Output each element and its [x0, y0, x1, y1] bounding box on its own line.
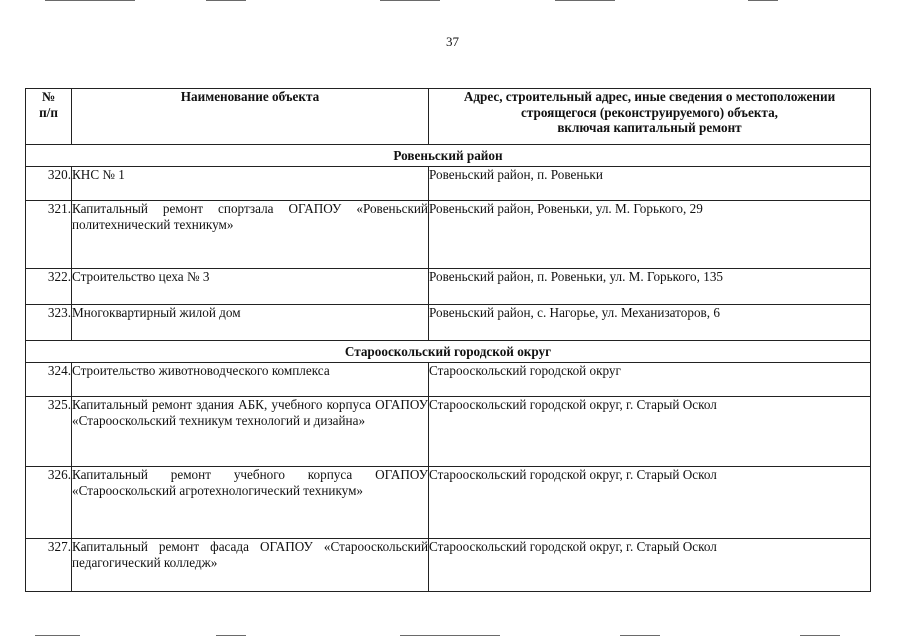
scan-edge-line — [400, 635, 500, 636]
page-number: 37 — [446, 34, 459, 49]
row-object-name: Строительство животноводческого комплекса — [72, 363, 429, 397]
table-row — [26, 467, 871, 539]
table-row — [26, 305, 871, 341]
row-address: Старооскольский городской округ, г. Старый Оскол — [429, 397, 871, 467]
table-row — [26, 167, 871, 201]
table-row — [26, 539, 871, 592]
row-number: 325. — [26, 397, 72, 467]
scan-edge-line — [748, 0, 778, 1]
section-heading-row — [26, 341, 871, 363]
row-number: 324. — [26, 363, 72, 397]
row-address: Старооскольский городской округ — [429, 363, 871, 397]
row-object-name: КНС № 1 — [72, 167, 429, 201]
section-stary-oskol — [26, 341, 871, 592]
row-address: Ровеньский район, с. Нагорье, ул. Механизаторов, 6 — [429, 305, 871, 341]
row-address: Ровеньский район, п. Ровеньки, ул. М. Горького, 135 — [429, 269, 871, 305]
row-number: 321. — [26, 201, 72, 269]
row-address: Ровеньский район, Ровеньки, ул. М. Горького, 29 — [429, 201, 871, 269]
section-title: Старооскольский городской округ — [26, 341, 871, 363]
scan-edge-line — [380, 0, 440, 1]
row-object-name: Многоквартирный жилой дом — [72, 305, 429, 341]
row-address: Ровеньский район, п. Ровеньки — [429, 167, 871, 201]
row-address: Старооскольский городской округ, г. Старый Оскол — [429, 467, 871, 539]
scan-edge-line — [620, 635, 660, 636]
scan-edge-line — [35, 635, 80, 636]
row-address: Старооскольский городской округ, г. Старый Оскол — [429, 539, 871, 592]
scan-edge-line — [45, 0, 135, 1]
table-row — [26, 269, 871, 305]
header-object-name: Наименование объекта — [72, 89, 429, 145]
row-object-name: Строительство цеха № 3 — [72, 269, 429, 305]
row-number: 326. — [26, 467, 72, 539]
header-number: № п/п — [26, 89, 72, 145]
table-header-row — [26, 89, 871, 145]
row-object-name: Капитальный ремонт фасада ОГАПОУ «Старооскольский педагогический колледж» — [72, 539, 429, 592]
scan-edge-line — [216, 635, 246, 636]
scan-edge-line — [800, 635, 840, 636]
section-title: Ровеньский район — [26, 145, 871, 167]
table-row — [26, 363, 871, 397]
scan-edge-line — [555, 0, 615, 1]
section-rovenky — [26, 145, 871, 341]
table-row — [26, 201, 871, 269]
row-object-name: Капитальный ремонт здания АБК, учебного корпуса ОГАПОУ «Старооскольский техникум технологий и дизайна» — [72, 397, 429, 467]
row-number: 323. — [26, 305, 72, 341]
table-row — [26, 397, 871, 467]
row-object-name: Капитальный ремонт учебного корпуса ОГАПОУ «Старооскольский агротехнологический техникум» — [72, 467, 429, 539]
header-address: Адрес, строительный адрес, иные сведения о местоположении строящегося (реконструируемого) объекта, включая капитальный ремонт — [429, 89, 871, 145]
row-object-name: Капитальный ремонт спортзала ОГАПОУ «Ровеньский политехнический техникум» — [72, 201, 429, 269]
row-number: 322. — [26, 269, 72, 305]
objects-register-table — [25, 88, 871, 592]
row-number: 320. — [26, 167, 72, 201]
section-heading-row — [26, 145, 871, 167]
row-number: 327. — [26, 539, 72, 592]
scan-edge-line — [206, 0, 246, 1]
